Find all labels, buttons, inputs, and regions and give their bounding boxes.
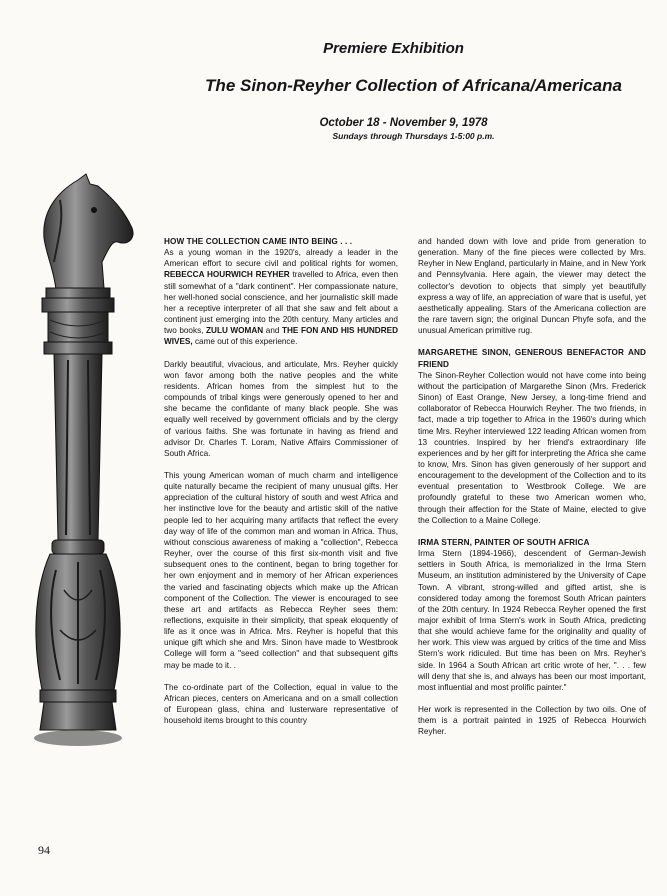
name-rebecca-reyher: REBECCA HOURWICH REYHER bbox=[164, 270, 290, 280]
paragraph-3: This young American woman of much charm and intelligence quite naturally became the recipient of many unusual gifts. Her appreciation of the cultural history of south and west Africa and her instinctive love for the beauty and artistic skill of the native people led to her acquiring many artifacts that reflect the every day way of life of the common man and woman in Africa. Thus, without conscious awareness of making a "collection", Rebecca Reyher, over the course of this first six-month visit and five subsequent ones to the continent, began to bring together for her own enjoyment and in memory of her African experiences the varied and fascinating objects which make up the African component of the Collection. The viewer is encouraged to see these art and artifacts as Rebecca Reyher sees them: reflections, exquisite in their simplicity, that speak eloquently of life as it once was in Africa. Mrs. Reyher is hopeful that this unique gift which she and Mrs. Sinon have made to Westbrook College will form a "seed collection" and that subsequent gifts may be made to it. . bbox=[164, 470, 398, 670]
right-column bbox=[418, 236, 646, 749]
paragraph-continued: and handed down with love and pride from generation to generation. Many of the fine pieces were collected by Mrs. Reyher in New England, particularly in Maine, and in New York and Pennsylvania. Here again, the viewer may detect the collector's devotion to objects that simply yet beautifully express a way of life, an appreciation of ware that is useful, yet aesthetically appealing. Stars of the Americana collection are the rare tavern sign; the original Duncan Phyfe sofa, and the unusual American primitive rug. bbox=[418, 237, 646, 336]
section-heading-stern: IRMA STERN, PAINTER OF SOUTH AFRICA bbox=[418, 537, 590, 547]
paragraph-text: came out of this experience. bbox=[192, 337, 298, 347]
collection-title: The Sinon-Reyher Collection of Africana/Americana bbox=[205, 76, 622, 95]
page-number: 94 bbox=[38, 843, 50, 857]
paragraph-1 bbox=[164, 247, 398, 347]
paragraph-text: and bbox=[263, 326, 283, 336]
section-heading-sinon: MARGARETHE SINON, GENEROUS BENEFACTOR AND FRIEND bbox=[418, 348, 646, 369]
book-title-zulu-woman: ZULU WOMAN bbox=[206, 326, 264, 336]
paragraph-sinon: The Sinon-Reyher Collection would not have come into being without the participation of Margarethe Sinon (Mrs. Frederick Sinon) of East Orange, New Jersey, a long-time friend and collaborator of Rebecca Hourwich Reyher. The two friends, in fact, made a trip together to Africa in the 1960's during which time Mrs. Reyher interviewed 122 leading African women from 13 countries. Inspired by her friend's extraordinary life experiences and by her gift for interpreting the Africa she came to know, Mrs. Sinon has given generously of her support and encouragement to the development of the Collection and to its eventual presentation to Westbrook College. We are profoundly grateful to these two American women who, through their affection for the State of Maine, elected to give the Collection to a Maine College. bbox=[418, 370, 646, 525]
exhibition-hours: Sundays through Thursdays 1-5:00 p.m. bbox=[332, 131, 495, 141]
section-heading-collection: HOW THE COLLECTION CAME INTO BEING . . . bbox=[164, 237, 353, 246]
paragraph-text: travelled to Africa, even then still somewhat of a "dark continent". Her compassionate nature, her well-honed social conscience, and her journalistic skill made her a receptive interpreter of all that she saw and felt about a continent just emerging into the 20th century. Many articles and two books, bbox=[164, 270, 398, 336]
book-title-fon: THE FON AND HIS HUNDRED WIVES, bbox=[164, 326, 399, 347]
paragraph-4: The co-ordinate part of the Collection, equal in value to the African pieces, centers on Americana and on a small collection of European glass, china and lusterware representative of household items brought to this country bbox=[164, 682, 398, 726]
left-column bbox=[164, 236, 398, 737]
paragraph-stern-works: Her work is represented in the Collection by two oils. One of them is a portrait painted in 1925 of Rebecca Hourwich Reyher. bbox=[418, 705, 646, 737]
horse-hitching-post-photo bbox=[20, 170, 140, 760]
paragraph-2: Darkly beautiful, vivacious, and articulate, Mrs. Reyher quickly won favor among both the native peoples and the white residents. African homes from the simplest hut to the compounds of tribal kings were generously opened to her and she became the confidante of many black people. She was equally well received by government officials and by the clergy of various faiths. She was fortunate in having as friend and advisor Dr. Charles T. Loram, Native Affairs Commissioner of South Africa. bbox=[164, 359, 398, 458]
paragraph-stern: Irma Stern (1894-1966), descendent of German-Jewish settlers in South Africa, is memorialized in the Irma Stern Museum, an institution administered by the University of Cape Town. A vibrant, strong-willed and gifted artist, she is considered today among the foremost South African painters of the 20th century. In 1924 Rebecca Reyher opened the first major exhibit of Irma Stern's work in South Africa, predicting that she would achieve fame for the originality and quality of her work. This view was argued by critics of the time and Miss Stern's work ridiculed. But time has been on Mrs. Reyher's side. In 1964 a South African art critic wrote of her, ". . . few will deny that she is, and always has been our most important, most influential and most prolific painter." bbox=[418, 549, 646, 692]
exhibition-dates: October 18 - November 9, 1978 bbox=[319, 117, 488, 129]
paragraph-text: As a young woman in the 1920's, already a leader in the American effort to secure civil and political rights for women, bbox=[164, 248, 398, 269]
exhibition-kicker: Premiere Exhibition bbox=[323, 40, 464, 57]
